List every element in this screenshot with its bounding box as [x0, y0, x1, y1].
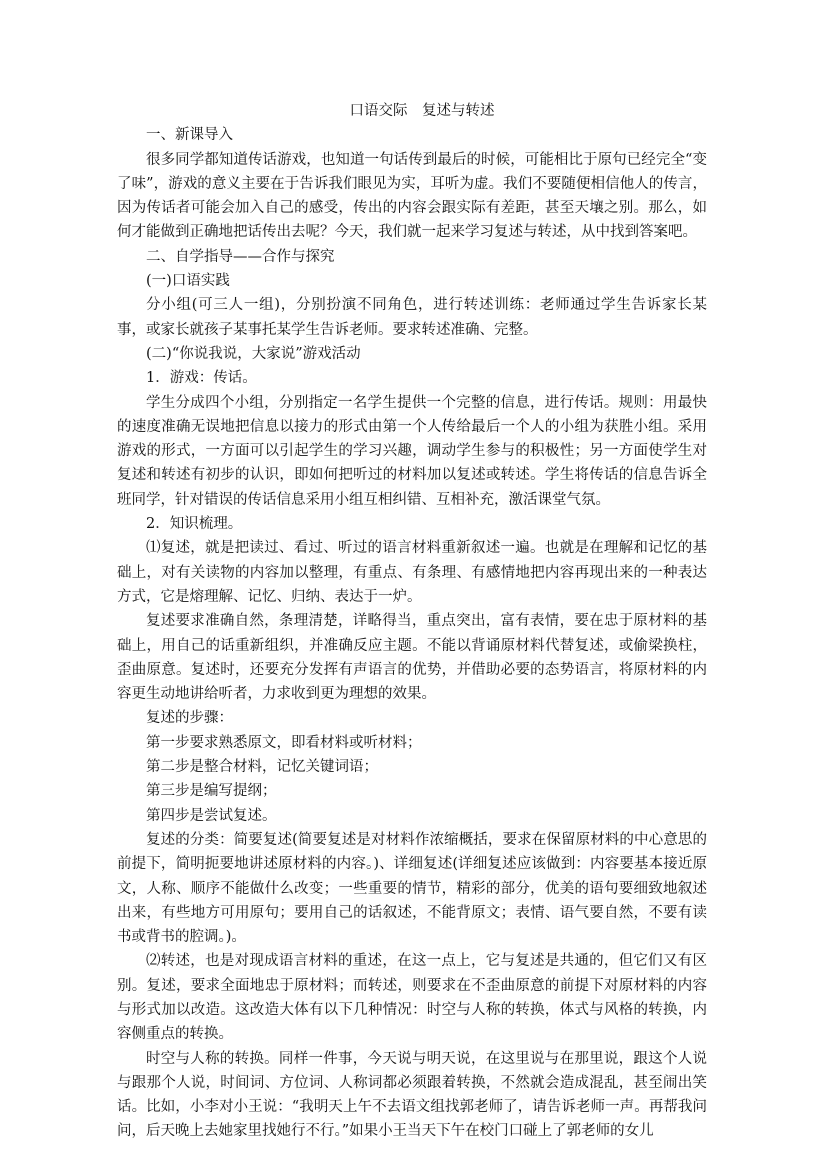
paragraph-intro: 很多同学都知道传话游戏，也知道一句话传到最后的时候，可能相比于原句已经完全“变了味”，游戏的意义主要在于告诉我们眼见为实，耳听为虚。我们不要随便相信他人的传言，因为传话者可能会加入自己的感受，传出的内容会跟实际有差距，甚至天壤之别。那么，如何才能做到正确地把话传出去呢？今天，我们就一起来学习复述与转述，从中找到答案吧。 — [117, 151, 707, 241]
paragraph-game-rules: 学生分成四个小组，分别指定一名学生提供一个完整的信息，进行传话。规则：用最快的速度准确无误地把信息以接力的形式由第一个人传给最后一个人的小组为获胜小组。采用游戏的形式，一方面可以引起学生的学习兴趣，调动学生参与的积极性；另一方面使学生对复述和转述有初步的认识，即如何把听过的材料加以复述或转述。学生将传话的信息告诉全班同学，针对错误的传话信息采用小组互相纠错、互相补充，激活课堂气氛。 — [117, 394, 707, 508]
list-item-step-3: 第三步是编写提纲； — [146, 783, 277, 800]
document-title: 口语交际 复述与转述 — [349, 103, 495, 119]
paragraph-retell-requirements: 复述要求准确自然，条理清楚，详略得当，重点突出，富有表情，要在忠于原材料的基础上，用自己的话重新组织，并准确反应主题。不能以背诵原材料代替复述，或偷梁换柱，歪曲原意。复述时，还要充分发挥有声语言的优势，并借助必要的态势语言，将原材料的内容更生动地讲给听者，力求收到更为理想的效果。 — [117, 613, 707, 703]
list-item-step-4: 第四步是尝试复述。 — [146, 807, 277, 824]
paragraph-retell-definition: ⑴复述，就是把读过、看过、听过的语言材料重新叙述一遍。也就是在理解和记忆的基础上，对有关读物的内容加以整理，有重点、有条理、有感情地把内容再现出来的一种表达方式，它是熔理解、记忆、归纳、表达于一炉。 — [117, 540, 707, 605]
heading-oral-practice: (一)口语实践 — [146, 273, 230, 290]
list-item-step-2: 第二步是整合材料，记忆关键词语； — [146, 759, 378, 776]
heading-knowledge: 2．知识梳理。 — [146, 516, 243, 533]
heading-retell-steps: 复述的步骤： — [146, 710, 233, 727]
paragraph-retell-types: 复述的分类：简要复述(简要复述是对材料作浓缩概括，要求在保留原材料的中心意思的前提下，简明扼要地讲述原材料的内容。)、详细复述(详细复述应该做到：内容要基本接近原文，人称、顺序不能做什么改变；一些重要的情节，精彩的部分，优美的语句要细致地叙述出来，有些地方可用原句；要用自己的话叙述，不能背原文；表情、语气要自然，不要有读书或背书的腔调。)。 — [117, 831, 707, 946]
paragraph-oral-practice: 分小组(可三人一组)，分别扮演不同角色，进行转述训练：老师通过学生告诉家长某事，或家长就孩子某事托某学生告诉老师。要求转述准确、完整。 — [117, 297, 707, 338]
heading-game-activity: (二)“你说我说，大家说”游戏活动 — [146, 345, 361, 362]
paragraph-time-person-shift: 时空与人称的转换。同样一件事，今天说与明天说，在这里说与在那里说，跟这个人说与跟那个人说，时间词、方位词、人称词都必须跟着转换，不然就会造成混乱，甚至闹出笑话。比如，小李对小王说：“我明天上午不去语文组找郭老师了，请告诉老师一声。再帮我问问，后天晚上去她家里找她行不行。”如果小王当天下午在校门口碰上了郭老师的女儿 — [117, 1050, 707, 1140]
heading-new-lesson: 一、新课导入 — [146, 127, 233, 144]
heading-self-study: 二、自学指导——合作与探究 — [146, 248, 335, 265]
list-item-step-1: 第一步要求熟悉原文，即看材料或听材料； — [146, 734, 422, 751]
document-body — [117, 99, 707, 1144]
paragraph-relay-definition: ⑵转述，也是对现成语言材料的重述，在这一点上，它与复述是共通的，但它们又有区别。复述，要求全面地忠于原材料；而转述，则要求在不歪曲原意的前提下对原材料的内容与形式加以改造。这改造大体有以下几种情况：时空与人称的转换，体式与风格的转换，内容侧重点的转换。 — [117, 953, 707, 1043]
heading-game-pass-message: 1．游戏：传话。 — [146, 370, 257, 387]
